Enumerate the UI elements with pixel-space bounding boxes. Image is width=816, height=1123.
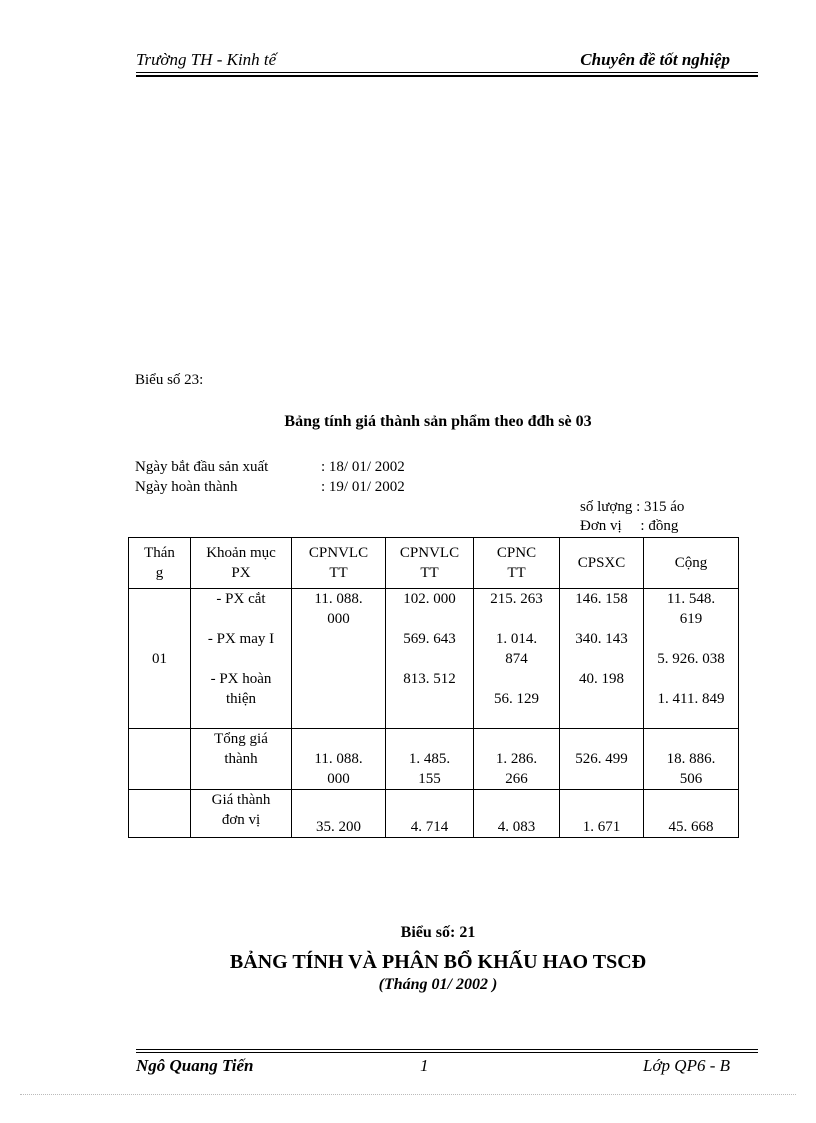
- footer-page-number: 1: [420, 1056, 429, 1075]
- total-cpsxc: 526. 499: [560, 729, 644, 790]
- header-title: Chuyên đề tốt nghiệp: [580, 50, 730, 69]
- next-title: BẢNG TÍNH VÀ PHÂN BỔ KHẤU HAO TSCĐ: [229, 951, 647, 973]
- cpnvlctt-2-cell: 102. 000 569. 643 813. 512: [386, 589, 474, 729]
- header-rule: [136, 72, 758, 73]
- header-cpnvlctt-2: CPNVLC TT: [386, 538, 474, 589]
- header-cpnctt: CPNC TT: [474, 538, 560, 589]
- cpnvlctt-1-cell: 11. 088. 000: [292, 589, 386, 729]
- end-date-label: Ngày hoàn thành: [135, 479, 238, 495]
- total-label-cell: Tổng giá thành: [191, 729, 292, 790]
- table-title: Bảng tính giá thành sản phẩm theo đđh sè 03: [284, 413, 592, 430]
- footer-rule: [136, 1049, 758, 1050]
- footer-author: Ngô Quang Tiến: [136, 1056, 254, 1075]
- total-sum: 18. 886. 506: [644, 729, 739, 790]
- unit-cost-cpsxc: 1. 671: [560, 790, 644, 838]
- month-cell: 01: [129, 589, 191, 729]
- header-item: Khoản mục PX: [191, 538, 292, 589]
- total-cpnvlctt-2: 1. 485. 155: [386, 729, 474, 790]
- table-header-row: [129, 538, 739, 589]
- cost-table: [128, 537, 739, 838]
- unit-cost-cpnctt: 4. 083: [474, 790, 560, 838]
- start-date-row: [135, 459, 405, 476]
- footer-rule-2: [136, 1052, 758, 1053]
- unit-cost-total: 45. 668: [644, 790, 739, 838]
- end-date-row: [135, 479, 405, 496]
- header-month: Thán g: [129, 538, 191, 589]
- unit-cost-label-cell: Giá thành đơn vị: [191, 790, 292, 838]
- start-date-value: : 18/ 01/ 2002: [321, 459, 405, 475]
- table-row-detail: [129, 589, 739, 729]
- next-subtitle: (Tháng 01/ 2002 ): [378, 976, 498, 993]
- cpnctt-cell: 215. 263 1. 014. 874 56. 129: [474, 589, 560, 729]
- cpsxc-cell: 146. 158 340. 143 40. 198: [560, 589, 644, 729]
- header-cpnvlctt-1: CPNVLC TT: [292, 538, 386, 589]
- unit-cost-cpnvlctt-2: 4. 714: [386, 790, 474, 838]
- end-date-value: : 19/ 01/ 2002: [321, 479, 405, 495]
- header-cpsxc: CPSXC: [560, 538, 644, 589]
- empty-cell: [129, 729, 191, 790]
- total-cpnctt: 1. 286. 266: [474, 729, 560, 790]
- header-school: Trường TH - Kinh tế: [136, 50, 277, 69]
- quantity-line: số lượng : 315 áo: [580, 499, 685, 515]
- table-row-unit-cost: [129, 790, 739, 838]
- next-caption: Biểu số: 21: [400, 924, 476, 941]
- total-cell: 11. 548. 619 5. 926. 038 1. 411. 849: [644, 589, 739, 729]
- item-cell: - PX cắt - PX may I - PX hoàn thiện: [191, 589, 292, 729]
- table-row-total: [129, 729, 739, 790]
- table-caption: Biểu số 23:: [135, 372, 204, 388]
- unit-cost-cpnvlctt-1: 35. 200: [292, 790, 386, 838]
- footer-class: Lớp QP6 - B: [643, 1056, 730, 1075]
- unit-line: Đơn vị : đồng: [580, 518, 679, 534]
- header-rule-thick: [136, 75, 758, 77]
- page-edge: [20, 1094, 796, 1095]
- header-total: Cộng: [644, 538, 739, 589]
- empty-cell: [129, 790, 191, 838]
- total-cpnvlctt-1: 11. 088. 000: [292, 729, 386, 790]
- start-date-label: Ngày bắt đầu sản xuất: [135, 459, 269, 475]
